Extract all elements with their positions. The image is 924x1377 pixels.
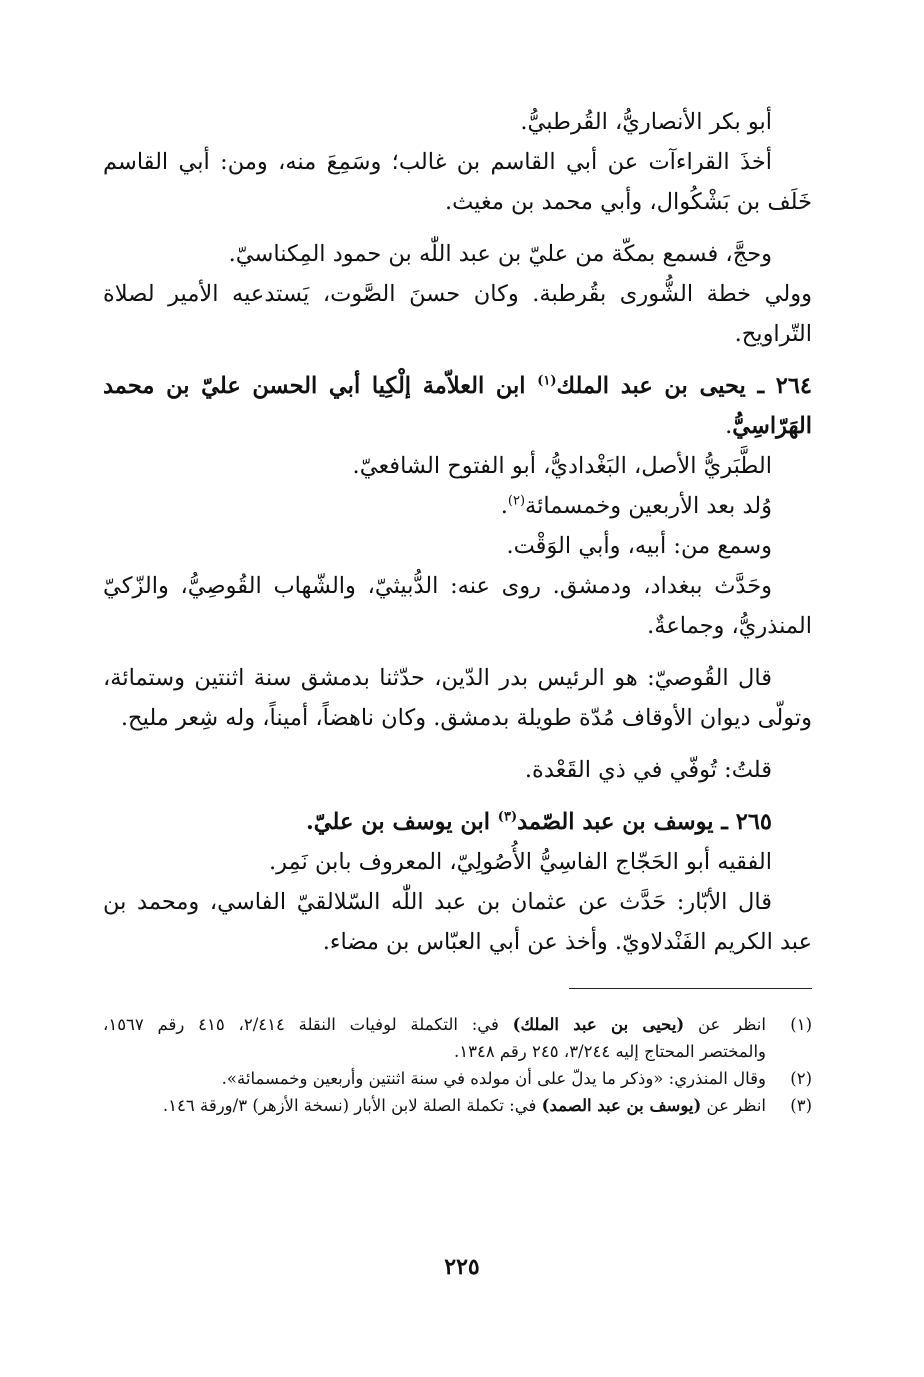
text-line: أخذَ القراءآت عن أبي القاسم بن غالب؛ وسَمِعَ منه، ومن: أبي القاسم — [103, 149, 772, 175]
text-line: قلتُ: تُوفّي في ذي القَعْدة. — [524, 757, 772, 783]
birth-text: وُلد بعد الأربعين وخمسمائة — [525, 493, 772, 519]
text-line: المنذريُّ، وجماعةٌ. — [647, 613, 812, 639]
footnote-text: انظر عن — [701, 1096, 766, 1115]
footnote-text: في: التكملة لوفيات النقلة ٢/٤١٤، ٤١٥ رقم ١٥٦٧، — [103, 1015, 513, 1034]
footnote-ref-2: (٢) — [507, 493, 526, 509]
footnote-title: (يوسف بن عبد الصمد) — [541, 1096, 702, 1115]
footnote-ref-3: (٣) — [497, 809, 518, 825]
entry-264-heading — [103, 366, 812, 406]
entry-265-heading — [103, 802, 812, 842]
birth-text-end: . — [500, 493, 508, 519]
footnotes — [103, 1011, 812, 1119]
text-line: أبو بكر الأنصاريُّ، القُرطبيُّ. — [520, 109, 772, 135]
footnote-line: والمختصر المحتاج إليه ٣/٢٤٤، ٢٤٥ رقم ١٣٤٨. — [453, 1042, 766, 1061]
entry-264-heading-cont — [103, 406, 812, 446]
entry-265-title: ٢٦٥ ـ يوسف بن عبد الصّمد — [517, 809, 772, 835]
text-line: وتولّى ديوان الأوقاف مُدّة طويلة بدمشق. وكان ناهضاً، أميناً، وله شِعر مليح. — [120, 705, 812, 731]
text-line: التّراويح. — [734, 321, 812, 347]
footnote-ref-1: (١) — [537, 373, 557, 389]
footnote-divider — [569, 988, 812, 989]
footnote-number: (١) — [790, 1015, 812, 1034]
footnote-text: في: تكملة الصلة لابن الأبار (نسخة الأزهر) ٣/ورقة ١٤٦. — [162, 1096, 542, 1115]
entry-265-title-rest: ابن يوسف بن عليّ. — [305, 809, 498, 835]
entry-264-title: ٢٦٤ ـ يحيى بن عبد الملك — [556, 373, 813, 399]
text-line: الطَّبَريُّ الأصل، البَغْداديُّ، أبو الفتوح الشافعيّ. — [352, 453, 772, 479]
page-body — [103, 102, 812, 1119]
text-line: خَلَف بن بَشْكُوال، وأبي محمد بن مغيث. — [444, 189, 812, 215]
footnote-line: وقال المنذري: «وذكر ما يدلّ على أن مولده في سنة اثنتين وأربعين وخمسمائة». — [221, 1069, 766, 1088]
text-line: وحجَّ، فسمع بمكّة من عليّ بن عبد اللّٰه بن حمود المِكناسيّ. — [228, 241, 772, 267]
footnote-line — [103, 1092, 766, 1119]
footnote-number: (٢) — [790, 1069, 812, 1088]
footnote-3 — [103, 1092, 812, 1119]
text-line: قال القُوصيّ: هو الرئيس بدر الدّين، حدّثنا بدمشق سنة اثنتين وستمائة، — [103, 665, 772, 691]
page-number: ٢٢٥ — [444, 1254, 480, 1280]
footnote-number: (٣) — [790, 1096, 812, 1115]
text-line: وسمع من: أبيه، وأبي الوَقْت. — [506, 533, 772, 559]
text-line: وحَدَّث ببغداد، ودمشق. روى عنه: الدُّبيثيّ، والشّهاب القُوصِيُّ، والزّكيّ — [103, 573, 772, 599]
text-line: قال الأبّار: حَدَّث عن عثمان بن عبد اللّٰه السّلالقيّ الفاسي، ومحمد بن — [103, 889, 772, 915]
text-line — [103, 486, 812, 526]
footnote-text: انظر عن — [684, 1015, 766, 1034]
footnote-line — [103, 1011, 766, 1038]
text-line: الفقيه أبو الحَجّاج الفاسِيُّ الأُصُولِيّ، المعروف بابن نَمِر. — [268, 849, 772, 875]
footnote-1 — [103, 1011, 812, 1065]
footnote-title: (يحيى بن عبد الملك) — [512, 1015, 685, 1034]
text-line: عبد الكريم الفَنْدلاويّ. وأخذ عن أبي العبّاس بن مضاء. — [322, 929, 812, 955]
entry-264-heading-end: . — [725, 413, 733, 439]
text-line: وولي خطة الشُّورى بقُرطبة. وكان حسنَ الصَّوت، يَستدعيه الأمير لصلاة — [103, 281, 812, 307]
entry-264-title-rest: ابن العلاّمة إلْكِيا أبي الحسن عليّ بن محمد — [103, 373, 538, 399]
entry-264-nisba: الهَرّاسِيُّ — [732, 413, 812, 439]
footnote-2 — [103, 1065, 812, 1092]
